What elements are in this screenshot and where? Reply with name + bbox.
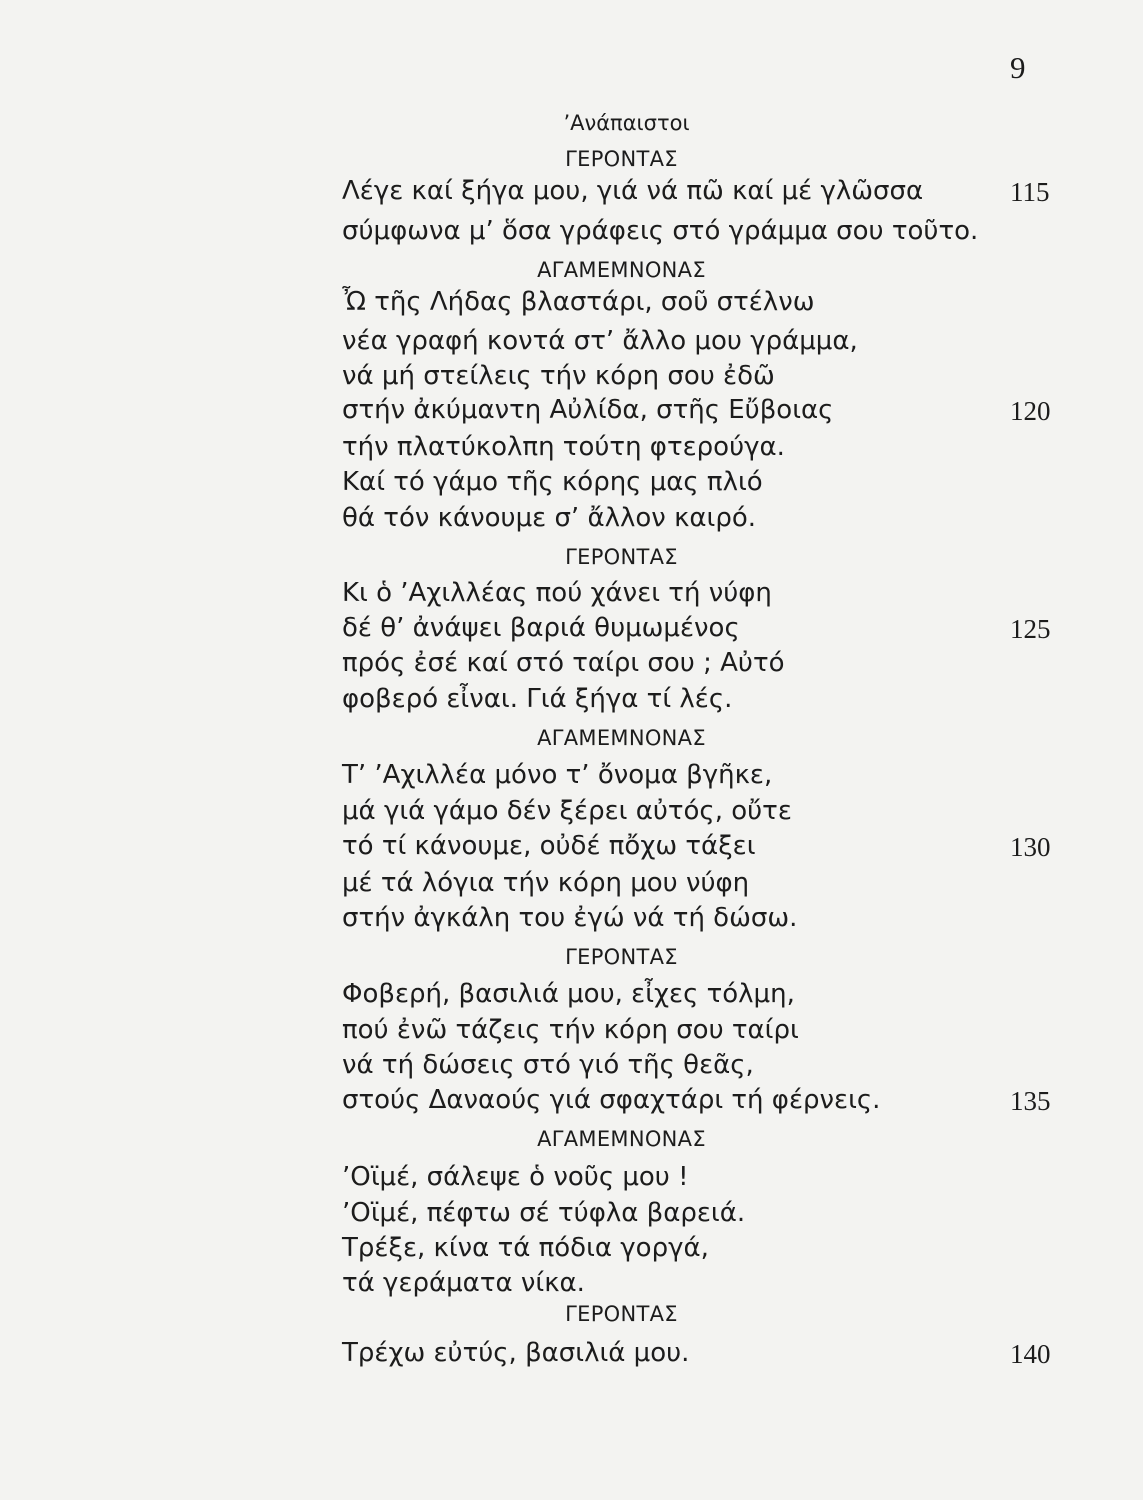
verse-line: πού ἐνῶ τάζεις τήν κόρη σου ταίρι — [342, 1015, 799, 1045]
verse-line: δέ θ’ ἀνάψει βαριά θυμωμένος — [342, 613, 740, 643]
verse-line: Τρέχω εὐτύς, βασιλιά μου. — [342, 1338, 690, 1368]
verse-line: πρός ἐσέ καί στό ταίρι σου ; Αὐτό — [342, 648, 785, 678]
speaker-heading: ΓΕΡΟΝΤΑΣ — [565, 1302, 678, 1326]
verse-line: τήν πλατύκολπη τούτη φτερούγα. — [342, 432, 785, 462]
speaker-heading: ΓΕΡΟΝΤΑΣ — [565, 545, 678, 569]
verse-line: ’Οϊμέ, σάλεψε ὁ νοῦς μου ! — [342, 1162, 689, 1192]
verse-line: τό τί κάνουμε, οὐδέ πὄχω τάξει — [342, 831, 756, 861]
verse-line: τά γεράματα νίκα. — [342, 1268, 585, 1298]
verse-line: Κι ὁ ’Αχιλλέας πού χάνει τή νύφη — [342, 578, 772, 608]
speaker-heading: ΑΓΑΜΕΜΝΟΝΑΣ — [537, 726, 706, 750]
line-number: 135 — [1010, 1086, 1051, 1116]
verse-line: φοβερό εἶναι. Γιά ξήγα τί λές. — [342, 684, 733, 714]
verse-line: στήν ἀκύμαντη Αὐλίδα, στῆς Εὔβοιας — [342, 395, 834, 425]
verse-line: στούς Δαναούς γιά σφαχτάρι τή φέρνεις. — [342, 1085, 881, 1115]
line-number: 125 — [1010, 614, 1051, 644]
verse-line: Ὦ τῆς Λήδας βλαστάρι, σοῦ στέλνω — [342, 287, 815, 317]
verse-line: θά τόν κάνουμε σ’ ἄλλον καιρό. — [342, 503, 757, 533]
verse-line: στήν ἀγκάλη του ἐγώ νά τή δώσω. — [342, 903, 798, 933]
page-number: 9 — [1010, 50, 1026, 85]
line-number: 130 — [1010, 832, 1051, 862]
verse-line: Φοβερή, βασιλιά μου, εἶχες τόλμη, — [342, 979, 795, 1009]
verse-line: νά τή δώσεις στό γιό τῆς θεᾶς, — [342, 1050, 754, 1080]
speaker-heading: ΑΓΑΜΕΜΝΟΝΑΣ — [537, 1127, 706, 1151]
verse-line: ’Οϊμέ, πέφτω σέ τύφλα βαρειά. — [342, 1198, 746, 1228]
verse-line: σύμφωνα μ’ ὅσα γράφεις στό γράμμα σου τοῦτο. — [342, 216, 979, 246]
verse-line: Λέγε καί ξήγα μου, γιά νά πῶ καί μέ γλῶσσα — [342, 176, 924, 206]
verse-line: Καί τό γάμο τῆς κόρης μας πλιό — [342, 467, 763, 497]
verse-line: μέ τά λόγια τήν κόρη μου νύφη — [342, 868, 750, 898]
verse-line: νέα γραφή κοντά στ’ ἄλλο μου γράμμα, — [342, 326, 858, 356]
verse-line: Τ’ ’Αχιλλέα μόνο τ’ ὄνομα βγῆκε, — [342, 760, 773, 790]
line-number: 140 — [1010, 1339, 1051, 1369]
section-heading: ’Ανάπαιστοι — [563, 111, 690, 135]
speaker-heading: ΑΓΑΜΕΜΝΟΝΑΣ — [537, 258, 706, 282]
verse-line: Τρέξε, κίνα τά πόδια γοργά, — [342, 1233, 709, 1263]
line-number: 120 — [1010, 396, 1051, 426]
speaker-heading: ΓΕΡΟΝΤΑΣ — [565, 945, 678, 969]
line-number: 115 — [1010, 177, 1050, 207]
verse-line: νά μή στείλεις τήν κόρη σου ἐδῶ — [342, 361, 775, 391]
speaker-heading: ΓΕΡΟΝΤΑΣ — [565, 147, 678, 171]
verse-line: μά γιά γάμο δέν ξέρει αὐτός, οὔτε — [342, 796, 792, 826]
